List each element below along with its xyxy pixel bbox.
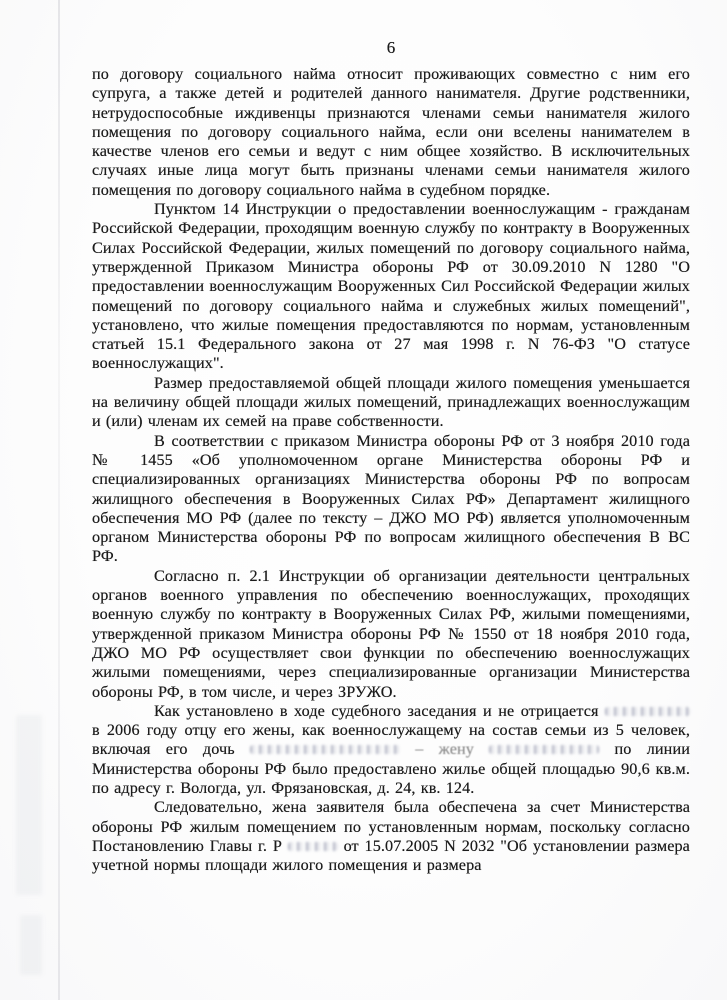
redacted-name — [250, 745, 400, 754]
paragraph-text-segment: по линии Министерства обороны РФ было предоставлено жилье общей площадью 90,6 кв.м. по адресу г. Вологда, ул. Фрязановская, д. 24, кв. 124. — [92, 740, 690, 797]
paragraph-text-segment: Как установлено в ходе судебного заседания и не отрицается — [154, 701, 599, 720]
paragraph-instruction-2-1-zruzho: Согласно п. 2.1 Инструкции об организации деятельности центральных органов военного управления по обеспечению военнослужащих, проходящих военную службу по контракту в Вооруженных Силах РФ, жилыми помещениями, утвержденной приказом Министра обороны РФ № 1550 от 18 ноября 2010 года, ДЖО МО РФ осуществляет свои функции по обеспечению военнослужащих жилыми помещениями, через специализированные организации Министерства обороны РФ, в том числе, и через ЗРУЖО. — [92, 566, 690, 701]
page-number: 6 — [386, 38, 396, 57]
redacted-city-name — [288, 842, 338, 851]
scan-fold-line — [58, 0, 60, 1000]
paragraph-text-segment: Следовательно, жена заявителя была обеспечена за счет Министерства обороны РФ жилым помещением по установленным нормам, поскольку согласно Постановлению Главы г. Р — [92, 798, 690, 855]
redacted-name — [489, 745, 599, 754]
paragraph-court-findings-housing — [92, 702, 690, 798]
paragraph-social-tenancy-family: по договору социального найма относит проживающих совместно с ним его супруга, а также детей и родителей данного нанимателя. Другие родственники, нетрудоспособные иждивенцы признаются членами семьи нанимателя жилого помещения по договору социального найма, если они вселены нанимателем в качестве членов его семьи и ведут с ним общее хозяйство. В исключительных случаях иные лица могут быть признаны членами семьи нанимателя жилого помещения по договору социального найма в судебном порядке. — [92, 65, 690, 199]
paragraph-conclusion-norms — [92, 798, 690, 875]
bleed-through-artifact — [16, 715, 42, 895]
paragraph-order-1455-dzho: В соответствии с приказом Министра обороны РФ от 3 ноября 2010 года № 1455 «Об уполномоченном органе Министерства обороны РФ и специализированных организациях Министерства обороны РФ по вопросам жилищного обеспечения в Вооруженных Силах РФ» Департамент жилищного обеспечения МО РФ (далее по тексту – ДЖО МО РФ) является уполномоченным органом Министерства обороны РФ по вопросам жилищного обеспечения В ВС РФ. — [92, 431, 690, 566]
document-body — [92, 65, 690, 875]
paragraph-text-segment: от 15.07.2005 N 2032 "Об установлении размера учетной нормы площади жилого помещения и размера — [92, 836, 690, 875]
bleed-through-artifact — [20, 915, 42, 975]
paragraph-area-reduction: Размер предоставляемой общей площади жилого помещения уменьшается на величину общей площади жилых помещений, принадлежащих военнослужащим и (или) членам их семей на праве собственности. — [92, 373, 690, 431]
redacted-name — [605, 707, 690, 716]
paragraph-text-segment: в 2006 году отцу его жены, как военнослужащему на состав семьи из 5 человек, включая его дочь — [92, 721, 690, 759]
paragraph-text-segment-faded: – жену — [415, 740, 474, 759]
paragraph-instruction-point-14: Пунктом 14 Инструкции о предоставлении военнослужащим - гражданам Российской Федерации, проходящим военную службу по контракту в Вооруженных Силах Российской Федерации, жилых помещений по договору социального найма, утвержденной Приказом Министра обороны РФ от 30.09.2010 N 1280 "О предоставлении военнослужащим Вооруженных Сил Российской Федерации жилых помещений по договору социального найма и служебных жилых помещений", установлено, что жилые помещения предоставляются по нормам, установленным статьей 15.1 Федерального закона от 27 мая 1998 г. N 76-ФЗ "О статусе военнослужащих". — [92, 200, 690, 373]
